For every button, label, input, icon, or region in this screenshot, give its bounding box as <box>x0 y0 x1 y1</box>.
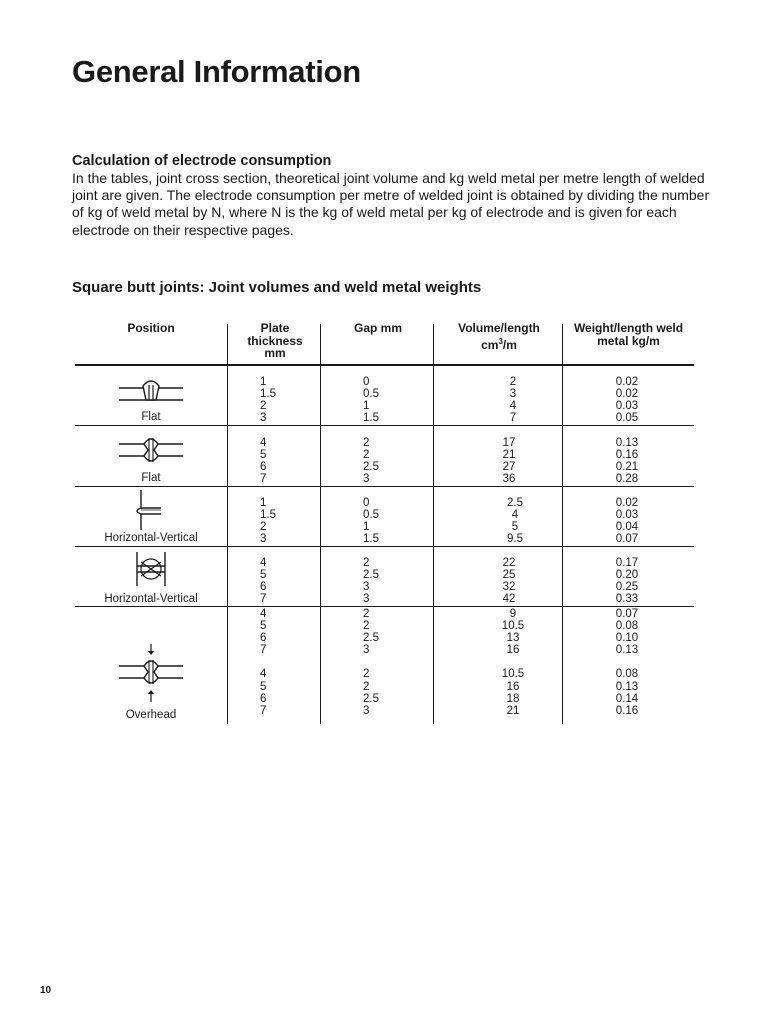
column-divider <box>433 324 434 724</box>
volume-values: 2.5 4 5 9.5 <box>507 497 523 546</box>
header-position: Position <box>127 321 175 335</box>
flat-double-side-weld-icon <box>119 434 183 466</box>
gap-values: 2 2 2.5 3 <box>363 437 379 486</box>
position-label: Horizontal-Vertical <box>104 593 198 605</box>
column-divider <box>227 324 228 724</box>
column-divider <box>562 324 563 724</box>
joint-volume-table <box>75 318 694 724</box>
header-volume-length <box>435 321 563 352</box>
thickness-values: 1 1.5 2 3 <box>260 376 276 425</box>
weight-values: 0.13 0.16 0.21 0.28 <box>615 437 639 486</box>
header-volume-unit-sup: 3 <box>498 336 503 346</box>
group-divider <box>75 425 694 426</box>
header-weight-length: Weight/length weld metal kg/m <box>573 321 684 348</box>
group-divider <box>75 606 694 607</box>
horizontal-vertical-single-weld-icon <box>135 490 167 530</box>
position-label: Flat <box>141 411 161 423</box>
gap-values: 2 2.5 3 3 <box>363 557 379 606</box>
position-label: Horizontal-Vertical <box>104 532 198 544</box>
header-rule <box>75 364 694 366</box>
volume-values: 2 3 4 7 <box>509 376 517 425</box>
header-plate-thickness: Plate thickness mm <box>247 321 303 360</box>
thickness-values: 4 5 6 7 4 5 6 7 <box>260 608 267 717</box>
column-divider <box>320 324 321 724</box>
position-label: Overhead <box>125 709 177 721</box>
section-heading: Calculation of electrode consumption <box>72 153 332 169</box>
gap-values: 2 2 2.5 3 2 2 2.5 3 <box>363 608 379 717</box>
volume-values: 9 10.5 13 16 10.5 16 18 21 <box>501 608 525 717</box>
header-volume-unit-b: /m <box>502 337 517 352</box>
volume-values: 22 25 32 42 <box>502 557 516 606</box>
gap-values: 0 0.5 1 1.5 <box>363 497 379 546</box>
page-title: General Information <box>72 54 361 89</box>
weight-values: 0.02 0.02 0.03 0.05 <box>615 376 639 425</box>
header-volume-prefix: Volume/length <box>458 321 540 335</box>
horizontal-vertical-double-weld-icon <box>133 550 169 590</box>
group-divider <box>75 486 694 487</box>
weight-values: 0.07 0.08 0.10 0.13 0.08 0.13 0.14 0.16 <box>615 608 639 717</box>
weight-values: 0.17 0.20 0.25 0.33 <box>615 557 639 606</box>
header-volume-unit-a: cm <box>481 337 499 352</box>
weight-values: 0.02 0.03 0.04 0.07 <box>615 497 639 546</box>
thickness-values: 4 5 6 7 <box>260 557 267 606</box>
flat-single-side-weld-icon <box>119 378 183 408</box>
overhead-weld-icon <box>119 644 183 702</box>
gap-values: 0 0.5 1 1.5 <box>363 376 379 425</box>
header-gap: Gap mm <box>353 321 402 335</box>
table-title: Square butt joints: Joint volumes and weld metal weights <box>72 279 482 296</box>
page-number: 10 <box>40 985 52 996</box>
position-label: Flat <box>141 472 161 484</box>
thickness-values: 4 5 6 7 <box>260 437 267 486</box>
group-divider <box>75 546 694 547</box>
section-body-text: In the tables, joint cross section, theoretical joint volume and kg weld metal per metre length of welded joint are given. The electrode consumption per metre of welded joint is obtained by dividing the number of kg of weld metal by N, where N is the kg of weld metal per kg of electrode and is given for each electrode on their respective pages. <box>72 170 710 238</box>
volume-values: 17 21 27 36 <box>502 437 516 486</box>
thickness-values: 1 1.5 2 3 <box>260 497 276 546</box>
